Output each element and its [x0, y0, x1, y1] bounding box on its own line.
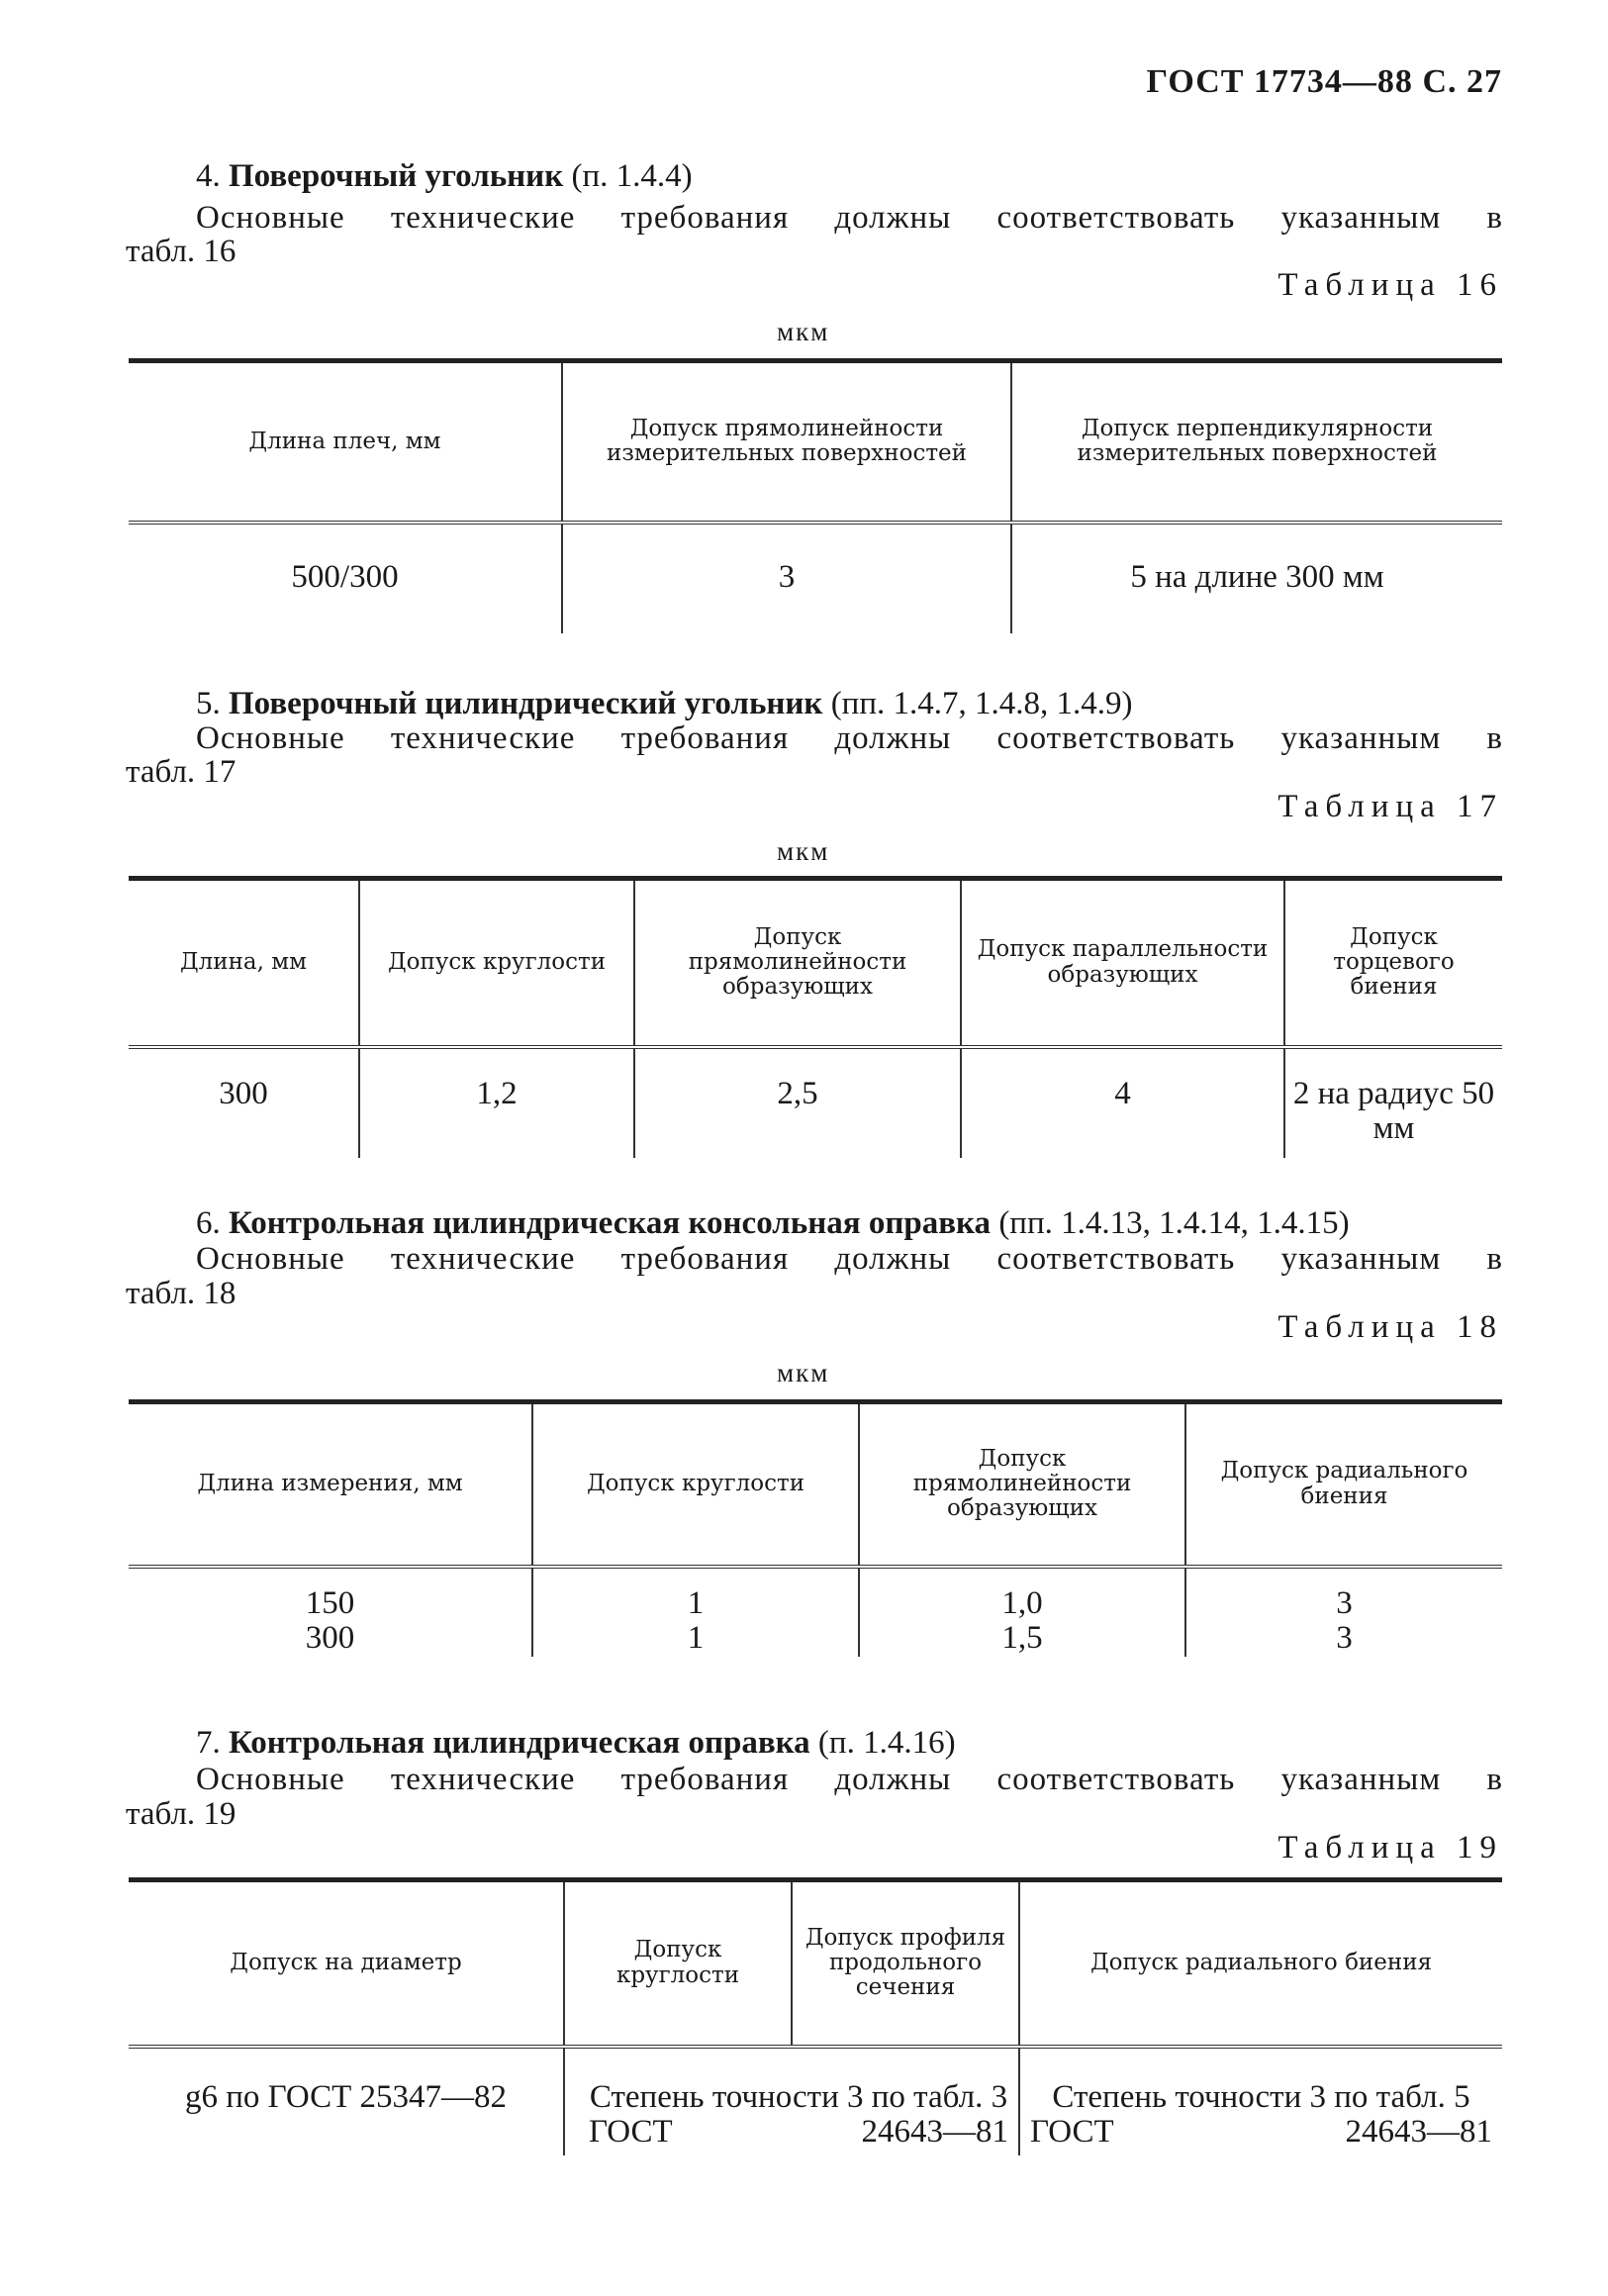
table-cell: 3: [1185, 1567, 1502, 1622]
table-cell: 3: [1185, 1621, 1502, 1657]
table-cell: 4: [961, 1047, 1284, 1158]
section-heading: Контрольная цилиндрическая оправка: [229, 1725, 810, 1761]
table-19: [129, 1877, 1502, 2155]
section-reference: (п. 1.4.16): [817, 1725, 956, 1761]
section-7-body: Основные технические требования должны соответствовать указанным в: [196, 1762, 1503, 1797]
section-heading: Контрольная цилиндрическая консольная оправка: [229, 1205, 992, 1241]
table-17-unit: мкм: [777, 836, 830, 866]
section-reference: (п. 1.4.4): [571, 158, 693, 194]
table-cell: 5 на длине 300 мм: [1011, 523, 1502, 633]
table-17-caption: Таблица 17: [1277, 789, 1503, 824]
col-header: Допуск круглости: [359, 879, 634, 1047]
table-17: [129, 876, 1502, 1158]
section-5-body: Основные технические требования должны соответствовать указанным в: [196, 720, 1503, 756]
table-header-row: [129, 1402, 1502, 1567]
table-19-caption: Таблица 19: [1277, 1830, 1503, 1866]
table-cell: 2,5: [634, 1047, 961, 1158]
table-row: [129, 2047, 1502, 2155]
section-7-body-cont: табл. 19: [126, 1796, 236, 1832]
section-6-body-cont: табл. 18: [126, 1276, 236, 1311]
table-row: [129, 1621, 1502, 1657]
section-reference: (пп. 1.4.13, 1.4.14, 1.4.15): [998, 1205, 1350, 1241]
table-cell: 150: [305, 1584, 355, 1621]
table-18-unit: мкм: [777, 1358, 830, 1387]
section-5-body-cont: табл. 17: [126, 754, 236, 790]
table-16: [129, 358, 1502, 633]
section-heading: Поверочный угольник: [229, 158, 564, 194]
table-18: [129, 1399, 1502, 1657]
section-4-title: [196, 158, 693, 195]
table-row: [129, 523, 1502, 633]
col-header: Допуск на диаметр: [129, 1880, 564, 2047]
section-5-title: [196, 686, 1133, 722]
col-header: Допуск параллельности образующих: [961, 879, 1284, 1047]
table-cell: 300: [219, 1075, 268, 1111]
standard-number: ГОСТ 17734—88: [1146, 63, 1413, 100]
col-header: Допуск радиального биения: [1019, 1880, 1502, 2047]
table-header-row: [129, 1880, 1502, 2047]
section-4-body-cont: табл. 16: [126, 234, 236, 269]
col-header: Длина измерения, мм: [129, 1402, 532, 1567]
section-heading: Поверочный цилиндрический угольник: [229, 686, 823, 721]
section-number: 6.: [196, 1205, 221, 1241]
page-number: С. 27: [1422, 63, 1502, 100]
section-6-body: Основные технические требования должны соответствовать указанным в: [196, 1241, 1503, 1277]
table-cell: Степень точности 3 по табл. 5 ГОСТ 24643—81: [1019, 2047, 1502, 2155]
table-cell: 1,5: [859, 1621, 1185, 1657]
section-7-title: [196, 1725, 956, 1762]
col-header: Допуск прямолинейности образующих: [859, 1402, 1185, 1567]
col-header: Допуск профиля продольного сечения: [792, 1880, 1019, 2047]
col-header: Допуск перпендикулярности измерительных поверхностей: [1011, 361, 1502, 523]
table-row: [129, 1047, 1502, 1158]
table-16-unit: мкм: [777, 317, 830, 346]
table-header-row: [129, 361, 1502, 523]
table-cell: 1,2: [359, 1047, 634, 1158]
table-cell: 2 на радиус 50 мм: [1284, 1047, 1502, 1158]
table-cell: 3: [562, 523, 1011, 633]
col-header: Допуск круглости: [564, 1880, 792, 2047]
table-header-row: [129, 879, 1502, 1047]
col-header: Допуск прямолинейности образующих: [634, 879, 961, 1047]
col-header: Допуск торцевого биения: [1284, 879, 1502, 1047]
section-number: 4.: [196, 158, 221, 194]
col-header: Допуск радиального биения: [1185, 1402, 1502, 1567]
page-header: [1147, 63, 1502, 101]
table-cell: 300: [305, 1620, 355, 1657]
table-16-caption: Таблица 16: [1277, 267, 1503, 303]
table-cell: Степень точности 3 по табл. 3 ГОСТ 24643—81: [564, 2047, 1019, 2155]
section-number: 7.: [196, 1725, 221, 1761]
table-cell: 1: [532, 1621, 859, 1657]
col-header: Допуск прямолинейности измерительных поверхностей: [562, 361, 1011, 523]
table-row: [129, 1567, 1502, 1622]
section-6-title: [196, 1205, 1350, 1242]
section-number: 5.: [196, 686, 221, 721]
col-header: Длина, мм: [129, 879, 359, 1047]
section-4-body: Основные технические требования должны соответствовать указанным в: [196, 200, 1503, 236]
table-cell: 500/300: [291, 558, 399, 595]
col-header: Допуск круглости: [532, 1402, 859, 1567]
col-header: Длина плеч, мм: [129, 361, 562, 523]
table-cell: 1,0: [859, 1567, 1185, 1622]
table-cell: g6 по ГОСТ 25347—82: [184, 2078, 508, 2115]
section-reference: (пп. 1.4.7, 1.4.8, 1.4.9): [830, 686, 1133, 721]
table-18-caption: Таблица 18: [1277, 1309, 1503, 1345]
table-cell: 1: [532, 1567, 859, 1622]
